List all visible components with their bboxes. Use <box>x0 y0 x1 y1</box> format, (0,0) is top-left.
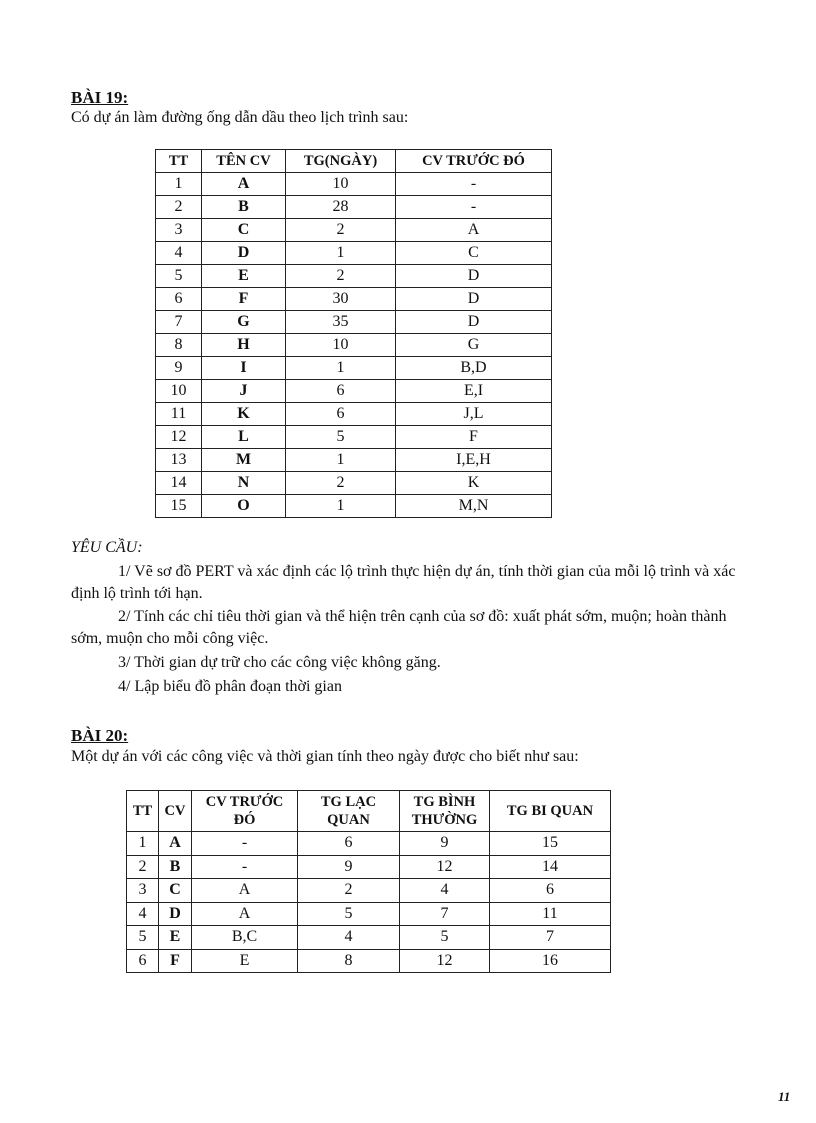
table-cell: A <box>202 173 286 196</box>
table-cell: 5 <box>286 426 396 449</box>
table-cell: 5 <box>298 902 400 926</box>
table-row <box>156 495 552 518</box>
table-cell: B <box>202 196 286 219</box>
table-cell: A <box>159 832 192 856</box>
col-header: TG BI QUAN <box>490 791 611 832</box>
table-cell: G <box>396 334 552 357</box>
table-cell: 5 <box>400 926 490 950</box>
table-row <box>156 380 552 403</box>
table-cell: 9 <box>298 855 400 879</box>
table-cell: M <box>202 449 286 472</box>
requirement-1: 1/ Vẽ sơ đồ PERT và xác định các lộ trình thực hiện dự án, tính thời gian của mỗi lộ trình và xác định lộ trình tới hạn. <box>71 563 736 602</box>
col-header: TT <box>156 150 202 173</box>
table-row <box>127 832 611 856</box>
table-cell: 2 <box>298 879 400 903</box>
table-cell: F <box>159 949 192 973</box>
table-cell: 7 <box>156 311 202 334</box>
table-cell: 15 <box>490 832 611 856</box>
table-cell: 1 <box>127 832 159 856</box>
table-cell: D <box>396 311 552 334</box>
table-cell: 13 <box>156 449 202 472</box>
bai20-table <box>126 790 611 973</box>
table-cell: D <box>159 902 192 926</box>
table-row <box>156 403 552 426</box>
table-cell: A <box>192 902 298 926</box>
table-cell: 7 <box>400 902 490 926</box>
table-row <box>156 426 552 449</box>
table-cell: A <box>396 219 552 242</box>
table-cell: 2 <box>286 472 396 495</box>
table-cell: M,N <box>396 495 552 518</box>
table-cell: 12 <box>400 949 490 973</box>
col-header: TÊN CV <box>202 150 286 173</box>
table-cell: 3 <box>156 219 202 242</box>
table-cell: 4 <box>127 902 159 926</box>
table-row <box>156 288 552 311</box>
table-cell: B,C <box>192 926 298 950</box>
col-header: CV TRƯỚC ĐÓ <box>396 150 552 173</box>
bai19-heading: BÀI 19: <box>71 88 129 107</box>
col-header: TT <box>127 791 159 832</box>
requirement-2: 2/ Tính các chỉ tiêu thời gian và thể hiện trên cạnh của sơ đồ: xuất phát sớm, muộn; hoàn thành sớm, muộn cho mỗi công việc. <box>71 608 727 647</box>
table-row <box>156 311 552 334</box>
table-cell: 2 <box>286 219 396 242</box>
table-cell: 3 <box>127 879 159 903</box>
table-cell: 35 <box>286 311 396 334</box>
table-cell: D <box>202 242 286 265</box>
table-cell: J <box>202 380 286 403</box>
col-header: CV TRƯỚC ĐÓ <box>192 791 298 832</box>
table-cell: 2 <box>127 855 159 879</box>
table-cell: 10 <box>156 380 202 403</box>
table-cell: F <box>202 288 286 311</box>
table-row <box>156 265 552 288</box>
table-row <box>127 902 611 926</box>
col-header: TG(NGÀY) <box>286 150 396 173</box>
table-cell: 9 <box>400 832 490 856</box>
bai19-table <box>155 149 552 518</box>
table-cell: - <box>396 196 552 219</box>
table-cell: E <box>202 265 286 288</box>
table-row <box>156 173 552 196</box>
table-cell: 6 <box>156 288 202 311</box>
table-cell: 28 <box>286 196 396 219</box>
table-cell: - <box>192 855 298 879</box>
table-cell: 7 <box>490 926 611 950</box>
bai20-intro: Một dự án với các công việc và thời gian tính theo ngày được cho biết như sau: <box>71 748 579 765</box>
table-cell: 14 <box>156 472 202 495</box>
table-cell: 6 <box>490 879 611 903</box>
table-cell: 4 <box>400 879 490 903</box>
table-cell: K <box>396 472 552 495</box>
table-cell: O <box>202 495 286 518</box>
table-cell: 12 <box>156 426 202 449</box>
table-row <box>156 449 552 472</box>
table-cell: H <box>202 334 286 357</box>
table-cell: K <box>202 403 286 426</box>
table-cell: C <box>396 242 552 265</box>
table-cell: 8 <box>298 949 400 973</box>
table-cell: 9 <box>156 357 202 380</box>
table-cell: C <box>202 219 286 242</box>
table-cell: N <box>202 472 286 495</box>
bai19-intro: Có dự án làm đường ống dẫn dầu theo lịch trình sau: <box>71 109 409 126</box>
table-cell: - <box>396 173 552 196</box>
table-row <box>156 219 552 242</box>
table-cell: A <box>192 879 298 903</box>
table-row <box>156 334 552 357</box>
table-row <box>156 472 552 495</box>
table-row <box>127 879 611 903</box>
table-cell: 5 <box>127 926 159 950</box>
table-cell: I <box>202 357 286 380</box>
table-cell: 6 <box>127 949 159 973</box>
requirements-label: YÊU CẦU: <box>71 539 143 556</box>
table-cell: E <box>159 926 192 950</box>
requirement-3: 3/ Thời gian dự trữ cho các công việc không găng. <box>118 654 441 671</box>
table-cell: E <box>192 949 298 973</box>
col-header: CV <box>159 791 192 832</box>
table-cell: 12 <box>400 855 490 879</box>
table-cell: C <box>159 879 192 903</box>
table-row <box>127 949 611 973</box>
table-cell: 10 <box>286 173 396 196</box>
table-row <box>156 196 552 219</box>
table-cell: L <box>202 426 286 449</box>
table-cell: 2 <box>286 265 396 288</box>
table-row <box>127 926 611 950</box>
table-row <box>156 357 552 380</box>
page-number: 11 <box>778 1089 791 1104</box>
table-header-row <box>156 150 552 173</box>
table-cell: 6 <box>298 832 400 856</box>
table-cell: F <box>396 426 552 449</box>
table-cell: D <box>396 288 552 311</box>
table-cell: 1 <box>286 495 396 518</box>
requirement-4: 4/ Lập biểu đồ phân đoạn thời gian <box>118 678 342 695</box>
table-cell: 16 <box>490 949 611 973</box>
table-cell: J,L <box>396 403 552 426</box>
bai20-heading: BÀI 20: <box>71 726 129 745</box>
table-cell: E,I <box>396 380 552 403</box>
table-cell: - <box>192 832 298 856</box>
table-cell: 11 <box>156 403 202 426</box>
table-cell: B <box>159 855 192 879</box>
table-cell: 15 <box>156 495 202 518</box>
table-cell: G <box>202 311 286 334</box>
table-cell: I,E,H <box>396 449 552 472</box>
table-header-row <box>127 791 611 832</box>
table-row <box>127 855 611 879</box>
table-cell: 11 <box>490 902 611 926</box>
table-cell: 1 <box>286 357 396 380</box>
table-row <box>156 242 552 265</box>
table-cell: 6 <box>286 380 396 403</box>
table-cell: 8 <box>156 334 202 357</box>
table-cell: 4 <box>298 926 400 950</box>
table-cell: 1 <box>286 242 396 265</box>
col-header: TG BÌNH THƯỜNG <box>400 791 490 832</box>
table-cell: 2 <box>156 196 202 219</box>
table-cell: D <box>396 265 552 288</box>
table-cell: 4 <box>156 242 202 265</box>
col-header: TG LẠC QUAN <box>298 791 400 832</box>
table-cell: 10 <box>286 334 396 357</box>
table-cell: 1 <box>286 449 396 472</box>
table-cell: 6 <box>286 403 396 426</box>
table-cell: 5 <box>156 265 202 288</box>
table-cell: 14 <box>490 855 611 879</box>
table-cell: 30 <box>286 288 396 311</box>
table-cell: 1 <box>156 173 202 196</box>
table-cell: B,D <box>396 357 552 380</box>
